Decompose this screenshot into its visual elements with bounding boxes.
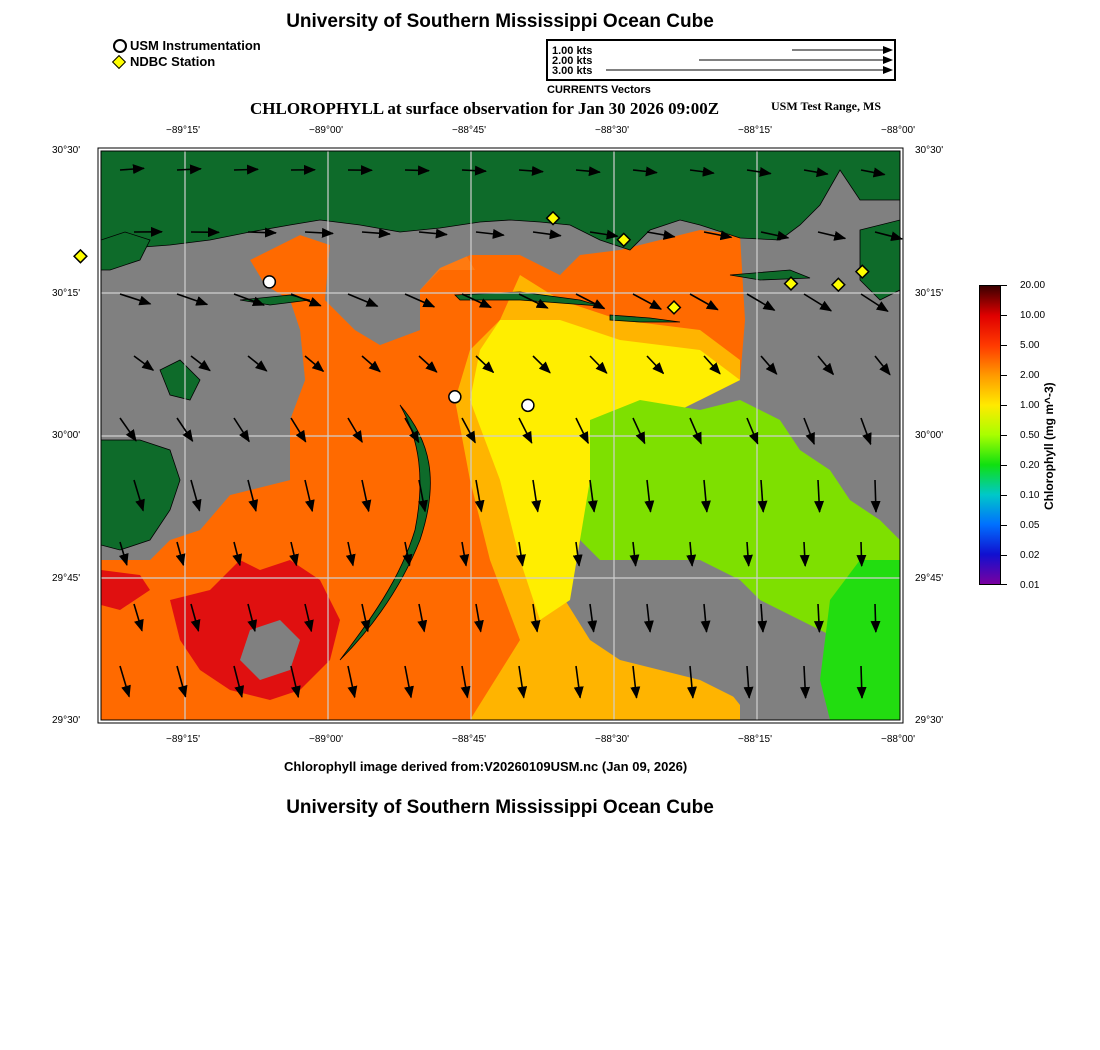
colorbar-title: Chlorophyll (mg m^-3) [1042, 382, 1056, 510]
lon-tick-top: −88°15' [738, 125, 772, 136]
vector-legend-caption: CURRENTS Vectors [547, 84, 651, 96]
colorbar-tick-label: 5.00 [1020, 340, 1040, 351]
colorbar-tick-label: 0.10 [1020, 490, 1040, 501]
lon-tick-top: −89°00' [309, 125, 343, 136]
footer-title: University of Southern Mississippi Ocean Cube [286, 797, 714, 818]
lat-tick-left: 29°30' [52, 715, 81, 726]
current-vector-arrow [875, 480, 876, 512]
ndbc-station-marker [74, 250, 87, 263]
lon-tick-top: −88°30' [595, 125, 629, 136]
lon-tick-bottom: −88°45' [452, 734, 486, 745]
lon-tick-bottom: −88°30' [595, 734, 629, 745]
page-title: University of Southern Mississippi Ocean Cube [286, 11, 714, 32]
map-subtitle: CHLOROPHYLL at surface observation for Jan 30 2026 09:00Z [250, 99, 720, 118]
current-vector-arrow [248, 232, 276, 233]
current-vector-arrow [875, 604, 876, 632]
lat-tick-left: 30°15' [52, 288, 81, 299]
lon-tick-bottom: −88°00' [881, 734, 915, 745]
colorbar-tick-label: 0.02 [1020, 550, 1040, 561]
lat-tick-left: 30°00' [52, 430, 81, 441]
lon-tick-top: −89°15' [166, 125, 200, 136]
colorbar-tick-label: 0.50 [1020, 430, 1040, 441]
site-label: USM Test Range, MS [771, 99, 882, 113]
lat-tick-right: 29°45' [915, 573, 944, 584]
lat-tick-left: 30°30' [52, 145, 81, 156]
lon-tick-top: −88°00' [881, 125, 915, 136]
vector-speed-3: 3.00 kts [552, 65, 593, 77]
legend-ndbc-label: NDBC Station [130, 54, 216, 69]
usm-instrument-marker [263, 276, 275, 288]
current-vector-arrow [861, 666, 862, 698]
colorbar-ticks [1001, 285, 1009, 585]
lon-tick-bottom: −89°00' [309, 734, 343, 745]
colorbar-tick-label: 20.00 [1020, 280, 1046, 291]
legend-usm-label: USM Instrumentation [130, 38, 261, 53]
vector-speed-2: 2.00 kts [552, 55, 593, 67]
current-vector-arrow [234, 169, 258, 170]
colorbar-tick-label: 0.20 [1020, 460, 1040, 471]
colorbar-tick-label: 0.01 [1020, 580, 1040, 591]
colorbar [979, 285, 1001, 585]
colorbar-tick-label: 10.00 [1020, 310, 1046, 321]
vector-speed-1: 1.00 kts [552, 45, 593, 57]
lon-tick-top: −88°45' [452, 125, 486, 136]
current-vector-arrow [861, 542, 862, 566]
colorbar-tick-label: 1.00 [1020, 400, 1040, 411]
usm-instrument-marker [522, 399, 534, 411]
colorbar-tick-label: 2.00 [1020, 370, 1040, 381]
lat-tick-right: 30°30' [915, 145, 944, 156]
lon-tick-bottom: −89°15' [166, 734, 200, 745]
lat-tick-right: 30°00' [915, 430, 944, 441]
lat-tick-right: 30°15' [915, 288, 944, 299]
current-vector-arrow [405, 170, 429, 171]
usm-instrument-marker [449, 391, 461, 403]
lat-tick-left: 29°45' [52, 573, 81, 584]
lon-tick-bottom: −88°15' [738, 734, 772, 745]
colorbar-tick-label: 0.05 [1020, 520, 1040, 531]
lat-tick-right: 29°30' [915, 715, 944, 726]
source-caption: Chlorophyll image derived from:V20260109USM.nc (Jan 09, 2026) [284, 759, 688, 774]
